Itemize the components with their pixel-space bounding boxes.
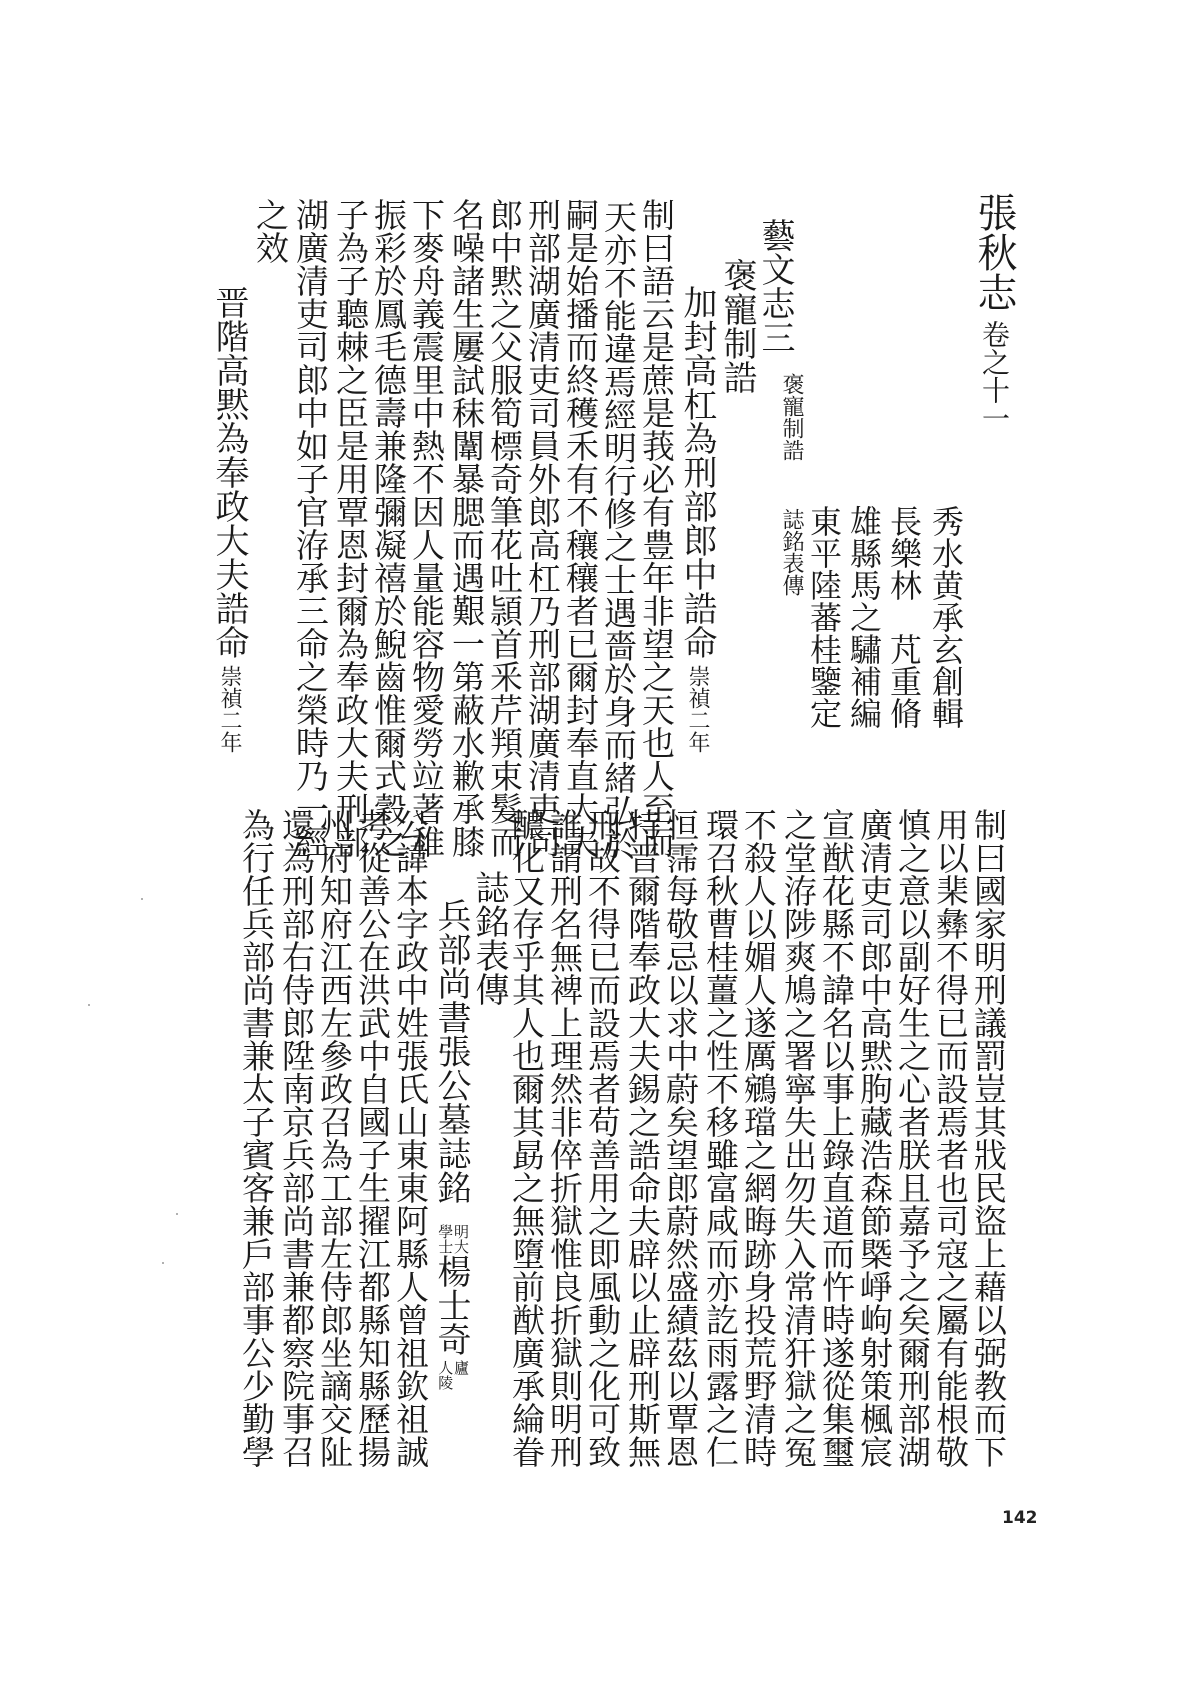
book-title — [971, 192, 1017, 432]
author-origin-note-b: 人陵 — [436, 1360, 455, 1390]
edict2-line: 誰謂刑名無裨上理然非倅折獄惟良折獄則明刑 — [545, 808, 584, 1468]
edict1-line: 下麥舟義震里中熱不因人量能容物愛勞竝著稚 — [407, 198, 446, 858]
page-number: 142 — [1002, 1508, 1038, 1528]
volume-heading: 藝文志三 — [755, 218, 795, 354]
credit-line-4: 東平陸蕃桂鑒定 — [805, 505, 843, 729]
author-rank-note-a: 明大 — [452, 1224, 470, 1254]
epitaph-title-line — [431, 898, 471, 1390]
author-rank-note — [437, 1224, 469, 1254]
credit-note-epitaph: 誌銘表傳 — [779, 508, 804, 596]
credit-line-3: 雄縣馬之驌補編 — [845, 505, 883, 729]
scan-speck — [176, 1213, 178, 1215]
edict1-line: 振彩於鳳毛德壽兼隆彌凝禧於鯢齒惟爾式穀之 — [369, 198, 408, 858]
edict1-line: 嗣是始播而終穫禾有不穰穰者已爾封奉直大夫 — [561, 198, 600, 858]
edict2-line: 用以棐彝不得已而設焉者也司寇之屬有能根敬 — [931, 808, 970, 1468]
edict2-line: 醲化又存乎其人也爾其勗之無墮前猷廣承綸眷 — [507, 808, 546, 1468]
edict2-line: 恒霈每敬忌以求中蔚矣望郎蔚然盛績茲以覃恩 — [661, 808, 700, 1468]
volume-label: 卷之十一 — [978, 320, 1011, 432]
edict2-title — [209, 285, 249, 753]
edict2-line: 刑故不得已而設焉者苟善用之即風動之化可致 — [583, 808, 622, 1468]
edict2-line: 制曰國家明刑議罰豈其戕民盜上藉以弼教而下 — [969, 808, 1008, 1468]
edict1-title — [677, 285, 717, 753]
author-origin-note — [437, 1360, 469, 1390]
epitaph-heading: 誌銘表傳 — [469, 870, 509, 1006]
edict2-title-text: 晋階高黙為奉政大夫誥命 — [209, 285, 249, 659]
bio-line: 州府知府江西左參政召為工部左侍郎坐謫交阯 — [315, 808, 354, 1468]
edict1-line: 名噪諸生屢試秣闈暴腮而遇艱一第蔽水歉承膝 — [447, 198, 486, 858]
edict1-line: 郎中黙之父服筍標奇筆花吐頴首釆芹頖束髮而 — [485, 198, 524, 858]
author-rank-note-b: 學士 — [436, 1224, 455, 1254]
author-origin-note-a: 廬 — [452, 1360, 470, 1375]
edict2-line: 之堂洊陟爽鳩之署寧失出勿失入常清犴獄之冤 — [779, 808, 818, 1468]
bio-line: 公諱本字政中姓張氏山東東阿縣人曾祖欽祖誠 — [391, 808, 430, 1468]
edict2-line: 不殺人以媚人遂厲鵷璫之網晦跡身投荒野清時 — [739, 808, 778, 1468]
edict1-date: 崇禎二年 — [685, 665, 710, 753]
subsection-heading: 褒寵制誥 — [717, 258, 757, 394]
edict1-line: 之效 — [251, 198, 290, 264]
bio-line: 考從善公在洪武中自國子生擢江都縣知縣歷揚 — [353, 808, 392, 1468]
credit-line-1: 秀水黄承玄創輯 — [927, 505, 965, 729]
edict2-line: 特晋爾階奉政大夫錫之誥命夫辟以止辟刑斯無 — [623, 808, 662, 1468]
edict2-line: 宣猷花縣不諱名以事上錄直道而忤時遂從集璽 — [817, 808, 856, 1468]
edict1-line: 湖廣清吏司郎中如子官洊承三命之榮時乃一經 — [291, 198, 330, 858]
edict1-line: 子為子聽棘之臣是用覃恩封爾為奉政大夫刑部 — [331, 198, 370, 858]
scan-speck — [141, 898, 143, 900]
edict1-line: 刑部湖廣清吏司員外郎高杠乃刑部湖廣清吏司 — [523, 198, 562, 858]
epitaph-title: 兵部尚書張公墓誌銘 — [431, 898, 471, 1204]
edict2-line: 慎之意以副好生之心者朕且嘉予之矣爾刑部湖 — [893, 808, 932, 1468]
credit-line-2: 長樂林 芃重脩 — [885, 505, 923, 729]
edict2-line: 環召秋曹桂薑之性不移雖富咸而亦訖雨露之仁 — [701, 808, 740, 1468]
edict2-line: 廣清吏司郎中高黙朐藏浩森節槩崢岣射策楓宸 — [855, 808, 894, 1468]
bio-line: 還為刑部右侍郎陞南京兵部尚書兼都察院事召 — [277, 808, 316, 1468]
section-note: 褒寵制誥 — [779, 373, 804, 461]
scan-speck — [88, 1004, 90, 1006]
book-title-text: 張秋志 — [971, 192, 1017, 312]
edict1-line: 天亦不能違焉經明行修之士遇嗇於身而緒弘於 — [599, 200, 638, 860]
edict1-title-text: 加封高杠為刑部郎中誥命 — [677, 285, 717, 659]
edict2-date: 崇禎二年 — [217, 665, 242, 753]
scan-speck — [162, 1262, 164, 1264]
edict1-line: 制曰語云是蔗是莪必有豊年非望之天也人至而 — [637, 198, 676, 858]
author-name: 楊士奇 — [431, 1254, 471, 1356]
bio-line: 為行任兵部尚書兼太子賓客兼戶部事公少勤學 — [237, 808, 276, 1468]
